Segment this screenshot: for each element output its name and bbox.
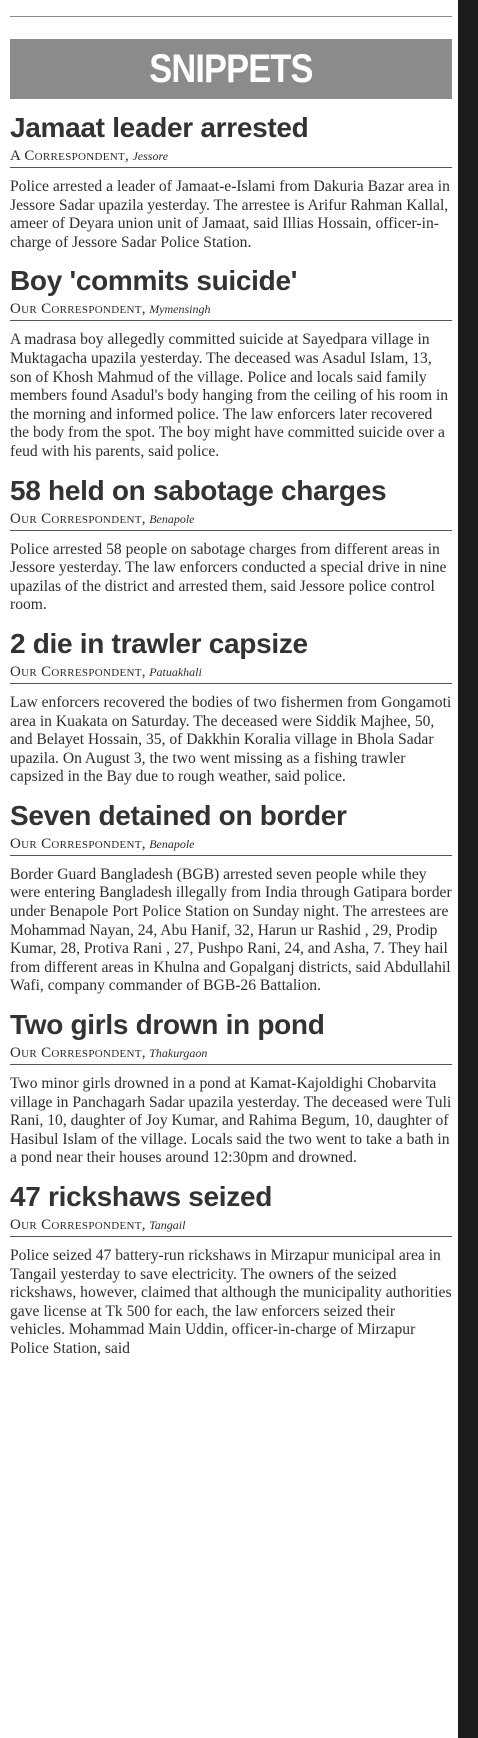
byline-correspondent: Our Correspondent, [10, 663, 146, 680]
top-divider [10, 16, 452, 17]
byline-correspondent: Our Correspondent, [10, 1045, 146, 1062]
story-byline [10, 663, 452, 684]
snippets-column [10, 39, 452, 1359]
byline-place: Mymensingh [149, 302, 211, 317]
story-seven-detained-on-border [10, 799, 452, 996]
story-body: Police seized 47 battery-run rickshaws in Mirzapur municipal area in Tangail yesterday to save electricity. The owners of the seized rickshaws, however, claimed that although the municipality authorities gave license at Tk 500 for each, the law enforcers seized their vehicles. Mohammad Main Uddin, officer-in-charge of Mirzapur Police Station, said [10, 1247, 452, 1357]
section-banner [10, 39, 452, 99]
story-body: A madrasa boy allegedly committed suicide at Sayedpara village in Muktagacha upazila yesterday. The deceased was Asadul Islam, 13, son of Khosh Mahmud of the village. Police and locals said family members found Asadul's body hanging from the ceiling of his room in the morning and informed police. The law enforcers later recovered the body from the spot. The boy might have committed suicide over a feud with his parents, said police. [10, 331, 449, 460]
byline-place: Jessore [132, 149, 169, 163]
story-byline [10, 835, 452, 856]
story-byline [10, 1044, 452, 1065]
byline-correspondent: Our Correspondent, [10, 301, 146, 318]
story-body: Law enforcers recovered the bodies of two fishermen from Gongamoti area in Kuakata on Saturday. The deceased were Siddik Majhee, 50, and Belayet Hossain, 35, of Dakkhin Koralia village in Bhola Sadar upazila. On August 3, the two went missing as a fishing trawler capsized in the Bay due to rough weather, said police. [10, 693, 452, 786]
story-47-rickshaws-seized [10, 1180, 452, 1359]
story-body: Border Guard Bangladesh (BGB) arrested seven people while they were entering Bangladesh illegally from India through Gatipara border under Benapole Port Police Station on Sunday night. The arrestees are Mohammad Nayan, 24, Abu Hanif, 32, Harun ur Rashid , 29, Prodip Kumar, 28, Protiva Rani , 27, Pushpo Rani, 24, and Asha, 7. They hail from different areas in Khulna and Gopalganj districts, said Abdullahil Wafi, company commander of BGB-26 Battalion. [10, 865, 452, 995]
story-byline [10, 510, 452, 531]
story-headline: 2 die in trawler capsize [10, 627, 308, 659]
story-58-held-on-sabotage-charges [10, 474, 452, 615]
page-edge-strip [458, 0, 478, 1738]
story-headline: Seven detained on border [10, 799, 347, 831]
byline-place: Benapole [149, 836, 195, 851]
story-body: Two minor girls drowned in a pond at Kamat-Kajoldighi Chobarvita village in Panchagarh Sadar upazila yesterday. The deceased were Tuli Rani, 10, daughter of Joy Kumar, and Rahima Begum, 10, daughter of Hasibul Islam of the village. Locals said the two went to take a bath in a pond near their houses around 12:30pm and drowned. [10, 1075, 452, 1167]
story-boy-commits-suicide [10, 264, 452, 461]
story-headline: Jamaat leader arrested [10, 112, 309, 143]
byline-correspondent: A Correspondent, [10, 148, 130, 164]
byline-correspondent: Our Correspondent, [10, 835, 146, 852]
story-body: Police arrested 58 people on sabotage charges from different areas in Jessore yesterday. The law enforcers conducted a special drive in nine upazilas of the district and arrested them, said Jessore police control room. [10, 540, 447, 614]
story-jamaat-leader-arrested [10, 111, 452, 252]
byline-correspondent: Our Correspondent, [10, 510, 146, 527]
story-headline: 47 rickshaws seized [10, 1181, 273, 1212]
byline-place: Tangail [149, 1218, 186, 1232]
story-headline: 58 held on sabotage charges [10, 474, 387, 506]
story-headline: Two girls drown in pond [10, 1009, 325, 1041]
section-banner-title: SNIPPETS [149, 47, 313, 91]
byline-place: Thakurgaon [149, 1046, 208, 1061]
byline-place: Patuakhali [149, 664, 202, 679]
story-byline [10, 147, 452, 168]
story-body: Police arrested a leader of Jamaat-e-Islami from Dakuria Bazar area in Jessore Sadar upazila yesterday. The arrestee is Arifur Rahman Kallal, ameer of Deyara union unit of Jamaat, said Illias Hossain, officer-in-charge of Jessore Sadar Police Station. [10, 178, 450, 251]
story-byline [10, 1216, 452, 1237]
byline-place: Benapole [149, 511, 195, 526]
story-byline [10, 300, 452, 321]
story-2-die-in-trawler-capsize [10, 627, 452, 787]
story-headline: Boy 'commits suicide' [10, 265, 298, 297]
story-two-girls-drown-in-pond [10, 1008, 452, 1168]
byline-correspondent: Our Correspondent, [10, 1217, 146, 1233]
